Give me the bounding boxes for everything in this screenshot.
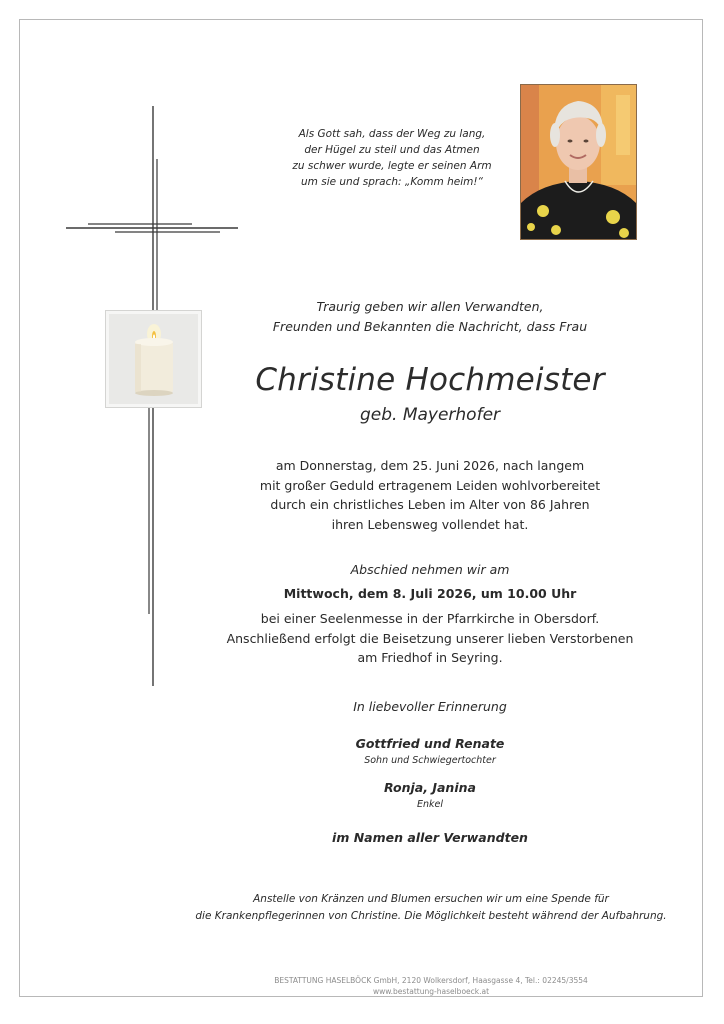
poem-line: um sie und sprach: „Komm heim!“ (301, 176, 483, 188)
footer-website: www.bestattung-haselboeck.at (372, 987, 490, 996)
donation-note-line: Anstelle von Kränzen und Blumen ersuchen wir um eine Spende für (253, 893, 609, 905)
portrait-photo (520, 84, 637, 240)
footer-company: BESTATTUNG HASELBÖCK GmbH, 2120 Wolkersdorf, Haasgasse 4, Tel.: 02245/3554 (274, 976, 588, 985)
service-line: Anschließend erfolgt die Beisetzung unserer lieben Verstorbenen (226, 630, 634, 646)
death-notice-line: ihren Lebensweg vollendet hat. (331, 516, 529, 532)
service-date: Mittwoch, dem 8. Juli 2026, um 10.00 Uhr (283, 586, 577, 601)
intro-line: Traurig geben wir allen Verwandten, (316, 299, 544, 314)
mourner-entry (210, 734, 650, 768)
poem-line: Als Gott sah, dass der Weg zu lang, (298, 128, 486, 140)
poem-line: zu schwer wurde, legte er seinen Arm (292, 160, 492, 172)
mourner-name: Ronja, Janina (384, 780, 476, 795)
death-notice-line: durch ein christliches Leben im Alter von 86 Jahren (270, 497, 590, 512)
donation-note-line: die Krankenpflegerinnen von Christine. Die Möglichkeit besteht während der Aufbahrung. (195, 910, 667, 922)
service-details (210, 609, 650, 668)
donation-note (162, 891, 700, 925)
death-notice (210, 456, 650, 534)
poem-line: der Hügel zu steil und das Atmen (304, 144, 480, 156)
service-line: bei einer Seelenmesse in der Pfarrkirche in Obersdorf. (260, 611, 600, 626)
footer (162, 975, 700, 997)
mourner-name: Gottfried und Renate (355, 736, 505, 751)
mourner-entry (210, 778, 650, 812)
poem (262, 126, 522, 190)
deceased-name: Christine Hochmeister (255, 362, 605, 398)
candle-icon (109, 314, 198, 404)
closing-line: im Namen aller Verwandten (332, 830, 528, 845)
mourner-relation: Enkel (416, 799, 443, 810)
intro-line: Freunden und Bekannten die Nachricht, dass Frau (272, 319, 588, 334)
death-notice-line: am Donnerstag, dem 25. Juni 2026, nach langem (275, 458, 585, 473)
maiden-name: geb. Mayerhofer (359, 405, 501, 425)
memory-heading: In liebevoller Erinnerung (353, 699, 507, 714)
death-notice-line: mit großer Geduld ertragenem Leiden wohlvorbereitet (259, 477, 601, 493)
service-line: am Friedhof in Seyring. (357, 650, 503, 665)
candle-image (106, 311, 201, 407)
farewell-heading: Abschied nehmen wir am (350, 562, 510, 577)
mourner-relation: Sohn und Schwiegertochter (364, 755, 496, 766)
intro-text (210, 297, 650, 337)
